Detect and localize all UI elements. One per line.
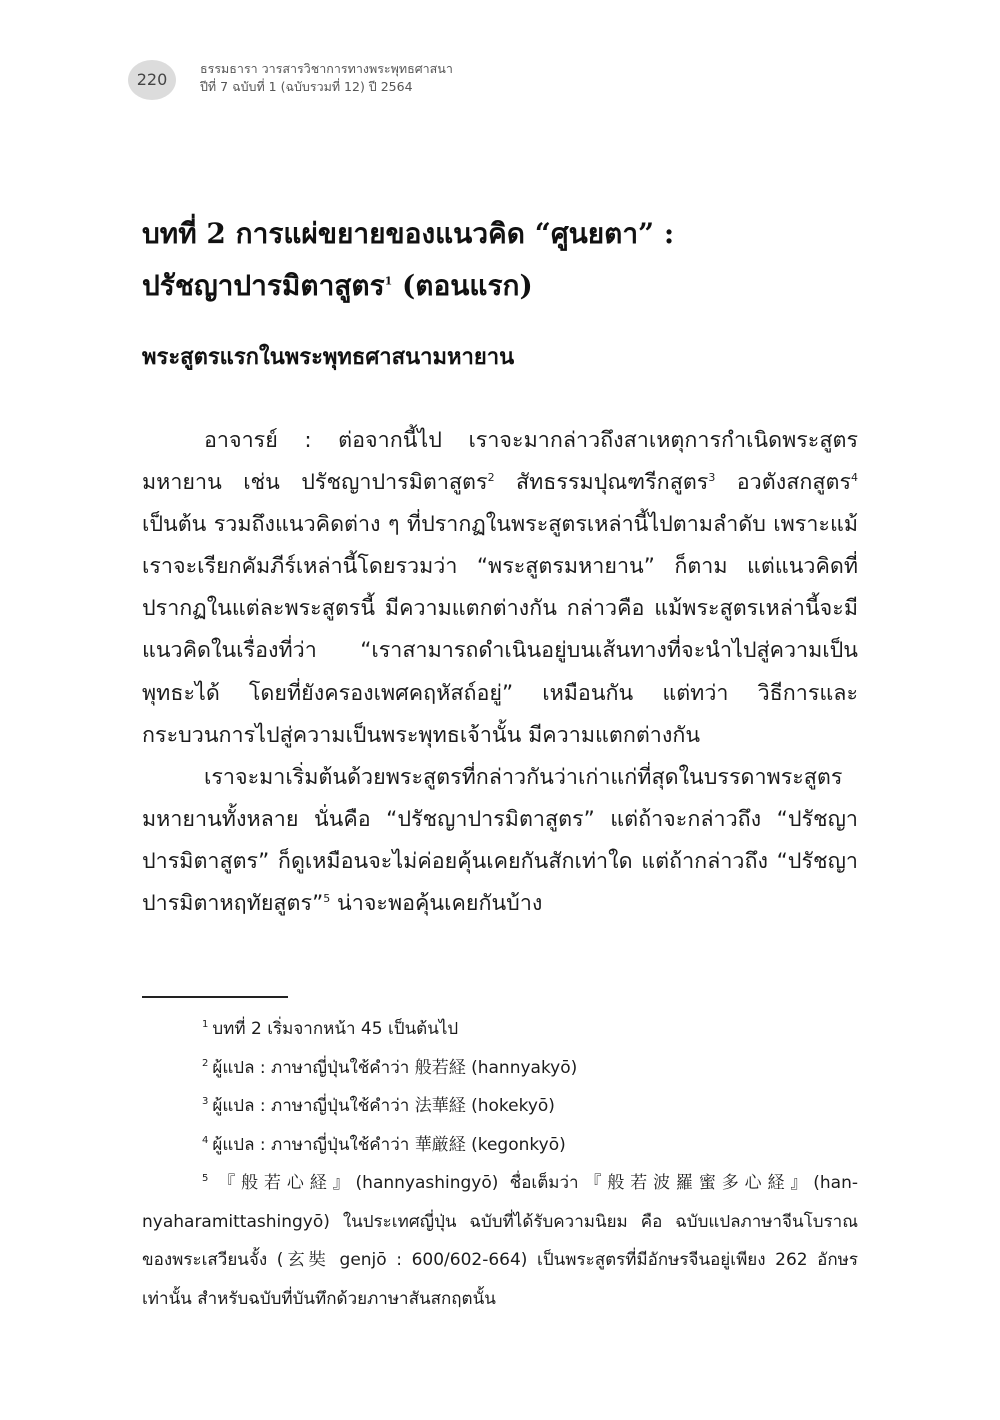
paragraph-2-part-1: เราจะมาเริ่มต้นด้วยพระสูตรที่กล่าวกันว่าเก่าแก่ที่สุดในบรรดาพระสูตรมหายานทั้งหลาย นั่นคือ “ปรัชญาปารมิตาสูตร” แต่ถ้าจะกล่าวถึง “ปรัชญาปารมิตาสูตร” ก็ดูเหมือนจะไม่ค่อยคุ้นเคยกันสักเท่าใด แต่ถ้ากล่าวถึง “ปรัชญาปารมิตาหฤทัยสูตร”	[142, 764, 858, 917]
paragraph-2	[142, 757, 858, 925]
footnote-text: ผู้แปล : ภาษาญี่ปุ่นใช้คำว่า 法華経 (hokekyō)	[212, 1096, 555, 1116]
footnote-1	[142, 1010, 858, 1049]
running-header	[128, 58, 828, 102]
paragraph-1-part-2: สัทธรรมปุณฑรีกสูตร	[494, 470, 709, 496]
footnote-number: 4	[202, 1134, 209, 1146]
body-text	[142, 420, 858, 925]
journal-title: ธรรมธารา วารสารวิชาการทางพระพุทธศาสนา	[200, 61, 453, 76]
footnote-ref-3[interactable]: 3	[708, 470, 716, 484]
chapter-title-suffix: (ตอนแรก)	[392, 269, 533, 302]
footnote-ref-2[interactable]: 2	[487, 470, 495, 484]
chapter-title	[142, 208, 862, 312]
footnote-text: บทที่ 2 เริ่มจากหน้า 45 เป็นต้นไป	[212, 1019, 459, 1039]
footnote-ref-5[interactable]: 5	[323, 891, 331, 905]
paragraph-1-part-3: อวตังสกสูตร	[715, 470, 851, 496]
paragraph-1-part-4: เป็นต้น รวมถึงแนวคิดต่าง ๆ ที่ปรากฏในพระสูตรเหล่านี้ไปตามลำดับ เพราะแม้เราจะเรียกคัมภีร์เหล่านี้โดยรวมว่า “พระสูตรมหายาน” ก็ตาม แต่แนวคิดที่ปรากฏในแต่ละพระสูตรนี้ มีความแตกต่างกัน กล่าวคือ แม้พระสูตรเหล่านี้จะมีแนวคิดในเรื่องที่ว่า “เราสามารถดำเนินอยู่บนเส้นทางที่จะนำไปสู่ความเป็นพุทธะได้ โดยที่ยังครองเพศคฤหัสถ์อยู่” เหมือนกัน แต่ทว่า วิธีการและกระบวนการไปสู่ความเป็นพระพุทธเจ้านั้น มีความแตกต่างกัน	[142, 512, 858, 748]
paragraph-2-part-2: น่าจะพอคุ้นเคยกันบ้าง	[330, 891, 543, 917]
footnote-number: 2	[202, 1057, 209, 1069]
journal-issue: ปีที่ 7 ฉบับที่ 1 (ฉบับรวมที่ 12) ปี 2564	[200, 79, 413, 94]
paragraph-1	[142, 420, 858, 757]
footnote-text: ผู้แปล : ภาษาญี่ปุ่นใช้คำว่า 華厳経 (kegonkyō)	[212, 1134, 566, 1155]
footnotes	[142, 1010, 858, 1318]
section-heading: พระสูตรแรกในพระพุทธศาสนามหายาน	[142, 345, 515, 370]
footnote-ref-4[interactable]: 4	[851, 470, 858, 484]
page-number-badge: 220	[128, 60, 176, 100]
footnote-2	[142, 1049, 858, 1088]
chapter-title-line2	[142, 260, 862, 312]
footnote-text: 『般若心経』(hannyashingyō) ชื่อเต็มว่า『般若波羅蜜多心経』(han-nyaharamittashingyō) ในประเทศญี่ปุ่น ฉบับที่ได้รับความนิยม คือ ฉบับแปลภาษาจีนโบราณของพระเสวียนจั้ง (玄奘 genjō : 600/602-664) เป็นพระสูตรที่มีอักษรจีนอยู่เพียง 262 อักษรเท่านั้น สำหรับฉบับที่บันทึกด้วยภาษาสันสกฤตนั้น	[142, 1173, 858, 1309]
footnote-number: 5	[202, 1173, 209, 1185]
footnote-number: 3	[202, 1096, 209, 1108]
footnote-text: ผู้แปล : ภาษาญี่ปุ่นใช้คำว่า 般若経 (hannyakyō)	[212, 1057, 578, 1078]
footnote-5	[142, 1164, 858, 1318]
footnote-4	[142, 1126, 858, 1165]
journal-info	[200, 60, 453, 96]
paragraph-1-part-1: อาจารย์ : ต่อจากนี้ไป เราจะมากล่าวถึงสาเหตุการกำเนิดพระสูตรมหายาน เช่น ปรัชญาปารมิตาสูตร	[142, 428, 858, 496]
chapter-title-text: ปรัชญาปารมิตาสูตร	[142, 269, 385, 302]
footnote-3	[142, 1087, 858, 1126]
chapter-title-line1: บทที่ 2 การแผ่ขยายของแนวคิด “ศูนยตา” :	[142, 217, 675, 250]
footnote-ref-1[interactable]: 1	[384, 274, 393, 288]
footnote-number: 1	[202, 1019, 209, 1031]
footnote-divider	[142, 996, 288, 998]
